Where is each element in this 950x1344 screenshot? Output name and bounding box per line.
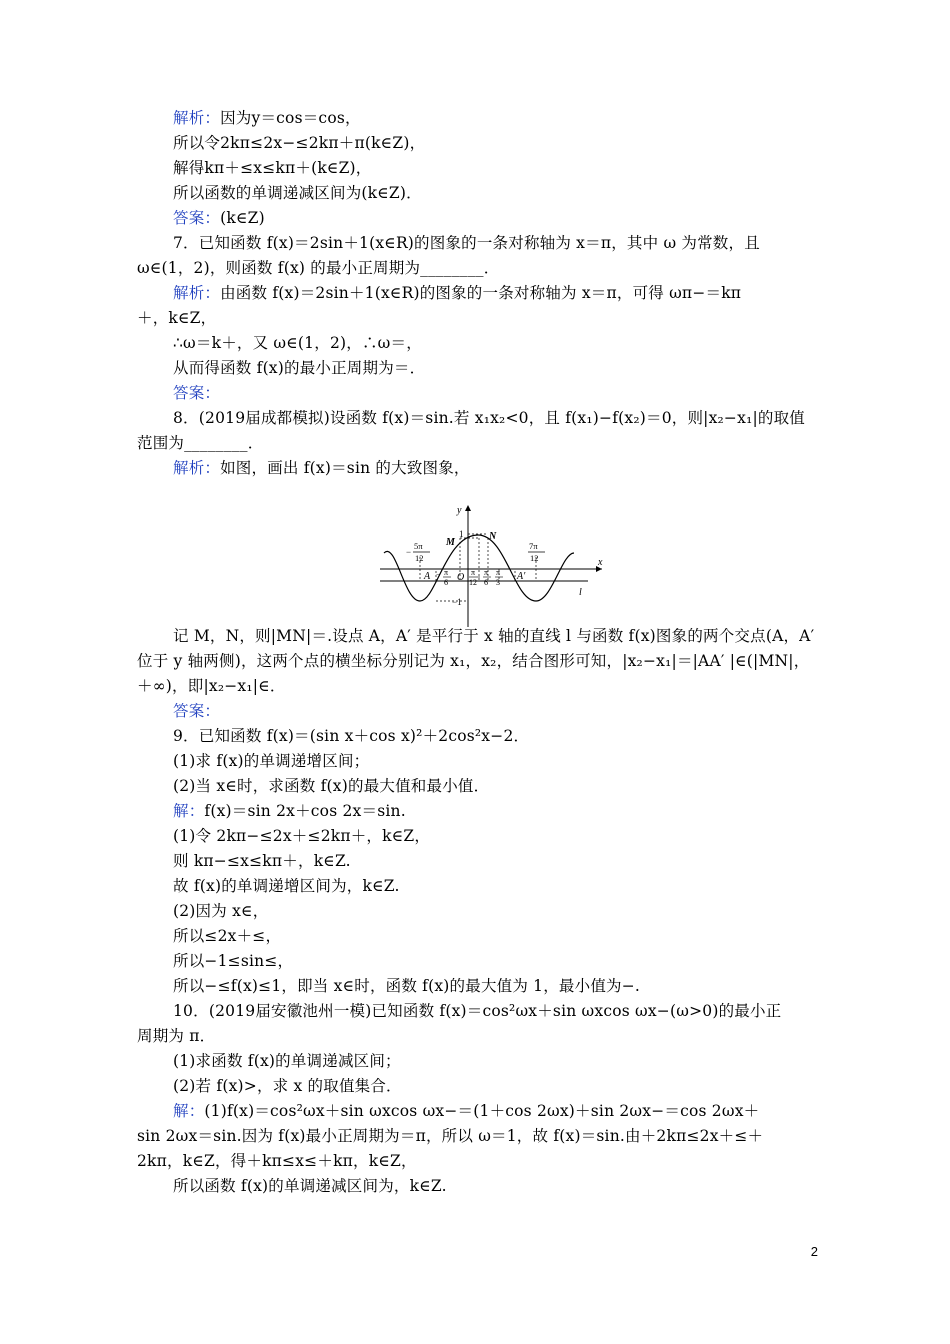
- label-12-b: 12: [530, 553, 539, 563]
- text-line: [173, 926, 281, 946]
- line-text: 所以函数 f(x)的单调递减区间为，k∈Z.: [173, 1177, 447, 1195]
- label-A-prime: A′: [517, 571, 526, 582]
- text-line: [137, 676, 286, 696]
- label-A: A: [424, 571, 431, 582]
- line-text: (2)若 f(x)>，求 x 的取值集合．: [173, 1077, 402, 1095]
- label-one: 1: [459, 529, 464, 539]
- line-text: 10．(2019届安徽池州一模)已知函数 f(x)＝cos²ωx＋sin ωxcos ωx−(ω>0)的最小正: [173, 1002, 782, 1020]
- line-text: 2kπ，k∈Z，得＋kπ≤x≤＋kπ，k∈Z，: [137, 1152, 417, 1170]
- line-text: (1)令 2kπ−≤2x＋≤2kπ＋，k∈Z，: [173, 827, 431, 845]
- line-text: ＋，k∈Z，: [137, 309, 217, 327]
- line-text: 则 kπ−≤x≤kπ＋，k∈Z.: [173, 852, 351, 870]
- line-text: 9．已知函数 f(x)＝(sin x＋cos x)²＋2cos²x−2．: [173, 727, 530, 745]
- line-text: (2)因为 x∈，: [173, 902, 269, 920]
- line-text: (1)求函数 f(x)的单调递减区间；: [173, 1052, 401, 1070]
- page-number: 2: [810, 1244, 818, 1259]
- text-line: [173, 776, 489, 796]
- answer-label: 解析：: [173, 459, 221, 477]
- label-5pi: 5π: [414, 541, 423, 551]
- answer-label: 答案：: [173, 702, 221, 720]
- line-text: ＋∞)，即|x₂−x₁|∈．: [137, 677, 286, 695]
- label-3-d: 3: [496, 578, 500, 587]
- text-line: [137, 651, 809, 671]
- sine-graph-figure: [376, 501, 606, 629]
- label-6-a: 6: [444, 578, 448, 587]
- text-line: [173, 876, 400, 896]
- line-text: ∴ω＝k＋，又 ω∈(1，2)，∴ω＝，: [173, 334, 422, 352]
- text-line: [173, 801, 406, 821]
- text-line: [173, 701, 220, 721]
- line-text: 位于 y 轴两侧)，这两个点的横坐标分别记为 x₁，x₂，结合图形可知，|x₂−x₁|＝|AA′ |∈(|MN|，: [137, 652, 810, 670]
- line-text: 由函数 f(x)＝2sin＋1(x∈R)的图象的一条对称轴为 x＝π，可得 ωπ−＝kπ: [220, 284, 742, 302]
- label-l: l: [579, 587, 582, 598]
- label-x: x: [598, 557, 603, 568]
- line-text: 范围为________．: [137, 434, 264, 452]
- line-text: ω∈(1，2)，则函数 f(x) 的最小正周期为________．: [137, 259, 500, 277]
- answer-label: 解：: [173, 802, 205, 820]
- line-text: sin 2ωx＝sin.因为 f(x)最小正周期为＝π，所以 ω＝1，故 f(x)＝sin.由＋2kπ≤2x＋≤＋: [137, 1127, 764, 1145]
- line-text: 故 f(x)的单调递增区间为，k∈Z.: [173, 877, 400, 895]
- line-text: (1)f(x)＝cos²ωx＋sin ωxcos ωx−＝(1＋cos 2ωx)＋sin 2ωx−＝cos 2ωx＋: [204, 1102, 760, 1120]
- answer-label: 解析：: [173, 109, 221, 127]
- text-line: [137, 1151, 417, 1171]
- line-text: 7．已知函数 f(x)＝2sin＋1(x∈R)的图象的一条对称轴为 x＝π，其中 ω 为常数，且: [173, 234, 760, 252]
- text-line: [173, 751, 369, 771]
- label-neg-5pi-sign: −: [406, 547, 412, 557]
- line-text: f(x)＝sin 2x＋cos 2x＝sin.: [204, 802, 406, 820]
- line-text: 所以≤2x＋≤，: [173, 927, 282, 945]
- answer-label: 答案：: [173, 209, 221, 227]
- text-line: [137, 308, 216, 328]
- text-line: [173, 976, 640, 996]
- text-line: [173, 208, 265, 228]
- line-text: 所以函数的单调递减区间为(k∈Z)．: [173, 184, 422, 202]
- text-line: [173, 283, 741, 303]
- label-N: N: [489, 531, 497, 542]
- text-line: [173, 233, 760, 253]
- answer-label: 解析：: [173, 284, 221, 302]
- answer-label: 答案：: [173, 384, 221, 402]
- text-line: [173, 851, 351, 871]
- label-12-c: 12: [469, 578, 477, 587]
- line-text: (1)求 f(x)的单调递增区间；: [173, 752, 370, 770]
- label-neg-one: −1: [452, 597, 462, 607]
- label-12-a: 12: [415, 553, 424, 563]
- text-line: [173, 383, 220, 403]
- text-line: [173, 358, 425, 378]
- label-6-c: 6: [484, 578, 488, 587]
- line-text: 8．(2019届成都模拟)设函数 f(x)＝sin.若 x₁x₂<0，且 f(x₁)−f(x₂)＝0，则|x₂−x₁|的取值: [173, 409, 806, 427]
- line-text: 所以−1≤sin≤，: [173, 952, 294, 970]
- text-line: [137, 1126, 763, 1146]
- label-origin: O: [457, 572, 465, 583]
- text-line: [137, 433, 263, 453]
- text-line: [137, 258, 499, 278]
- text-line: [173, 1001, 781, 1021]
- text-line: [173, 1076, 402, 1096]
- line-text: 周期为 π．: [137, 1027, 216, 1045]
- text-line: [173, 1101, 759, 1121]
- text-line: [173, 133, 425, 153]
- text-line: [173, 108, 361, 128]
- line-text: 记 M，N，则|MN|＝.设点 A，A′ 是平行于 x 轴的直线 l 与函数 f(x)图象的两个交点(A，A′: [173, 627, 815, 645]
- label-M: M: [446, 537, 455, 548]
- line-text: (2)当 x∈时，求函数 f(x)的最大值和最小值．: [173, 777, 490, 795]
- line-text: 所以令2kπ≤2x−≤2kπ＋π(k∈Z)，: [173, 134, 426, 152]
- label-neg-pi6-sign: −: [436, 570, 441, 579]
- text-line: [137, 1026, 215, 1046]
- text-line: [173, 1051, 401, 1071]
- line-text: 从而得函数 f(x)的最小正周期为＝．: [173, 359, 426, 377]
- line-text: 如图，画出 f(x)＝sin 的大致图象，: [220, 459, 470, 477]
- text-line: [173, 458, 470, 478]
- text-line: [173, 333, 422, 353]
- text-line: [173, 408, 805, 428]
- text-line: [173, 901, 268, 921]
- line-text: 所以−≤f(x)≤1，即当 x∈时，函数 f(x)的最大值为 1，最小值为−.: [173, 977, 641, 995]
- answer-label: 解：: [173, 1102, 205, 1120]
- text-line: [173, 826, 430, 846]
- text-line: [173, 951, 293, 971]
- text-line: [173, 1176, 447, 1196]
- guide-lines: [420, 534, 536, 601]
- label-7pi: 7π: [529, 541, 538, 551]
- text-line: [173, 158, 372, 178]
- text-line: [173, 183, 422, 203]
- text-line: [173, 726, 529, 746]
- label-pi-a: π: [444, 568, 449, 577]
- label-pi-b: π: [471, 568, 476, 577]
- line-text: (k∈Z): [220, 209, 265, 227]
- line-text: 因为y＝cos＝cos，: [220, 109, 361, 127]
- text-line: [173, 626, 814, 646]
- label-pi-d: π: [496, 568, 501, 577]
- line-text: 解得kπ＋≤x≤kπ＋(k∈Z)，: [173, 159, 372, 177]
- label-y: y: [457, 505, 462, 516]
- y-axis-arrow: [465, 505, 471, 511]
- label-pi-c: π: [484, 568, 489, 577]
